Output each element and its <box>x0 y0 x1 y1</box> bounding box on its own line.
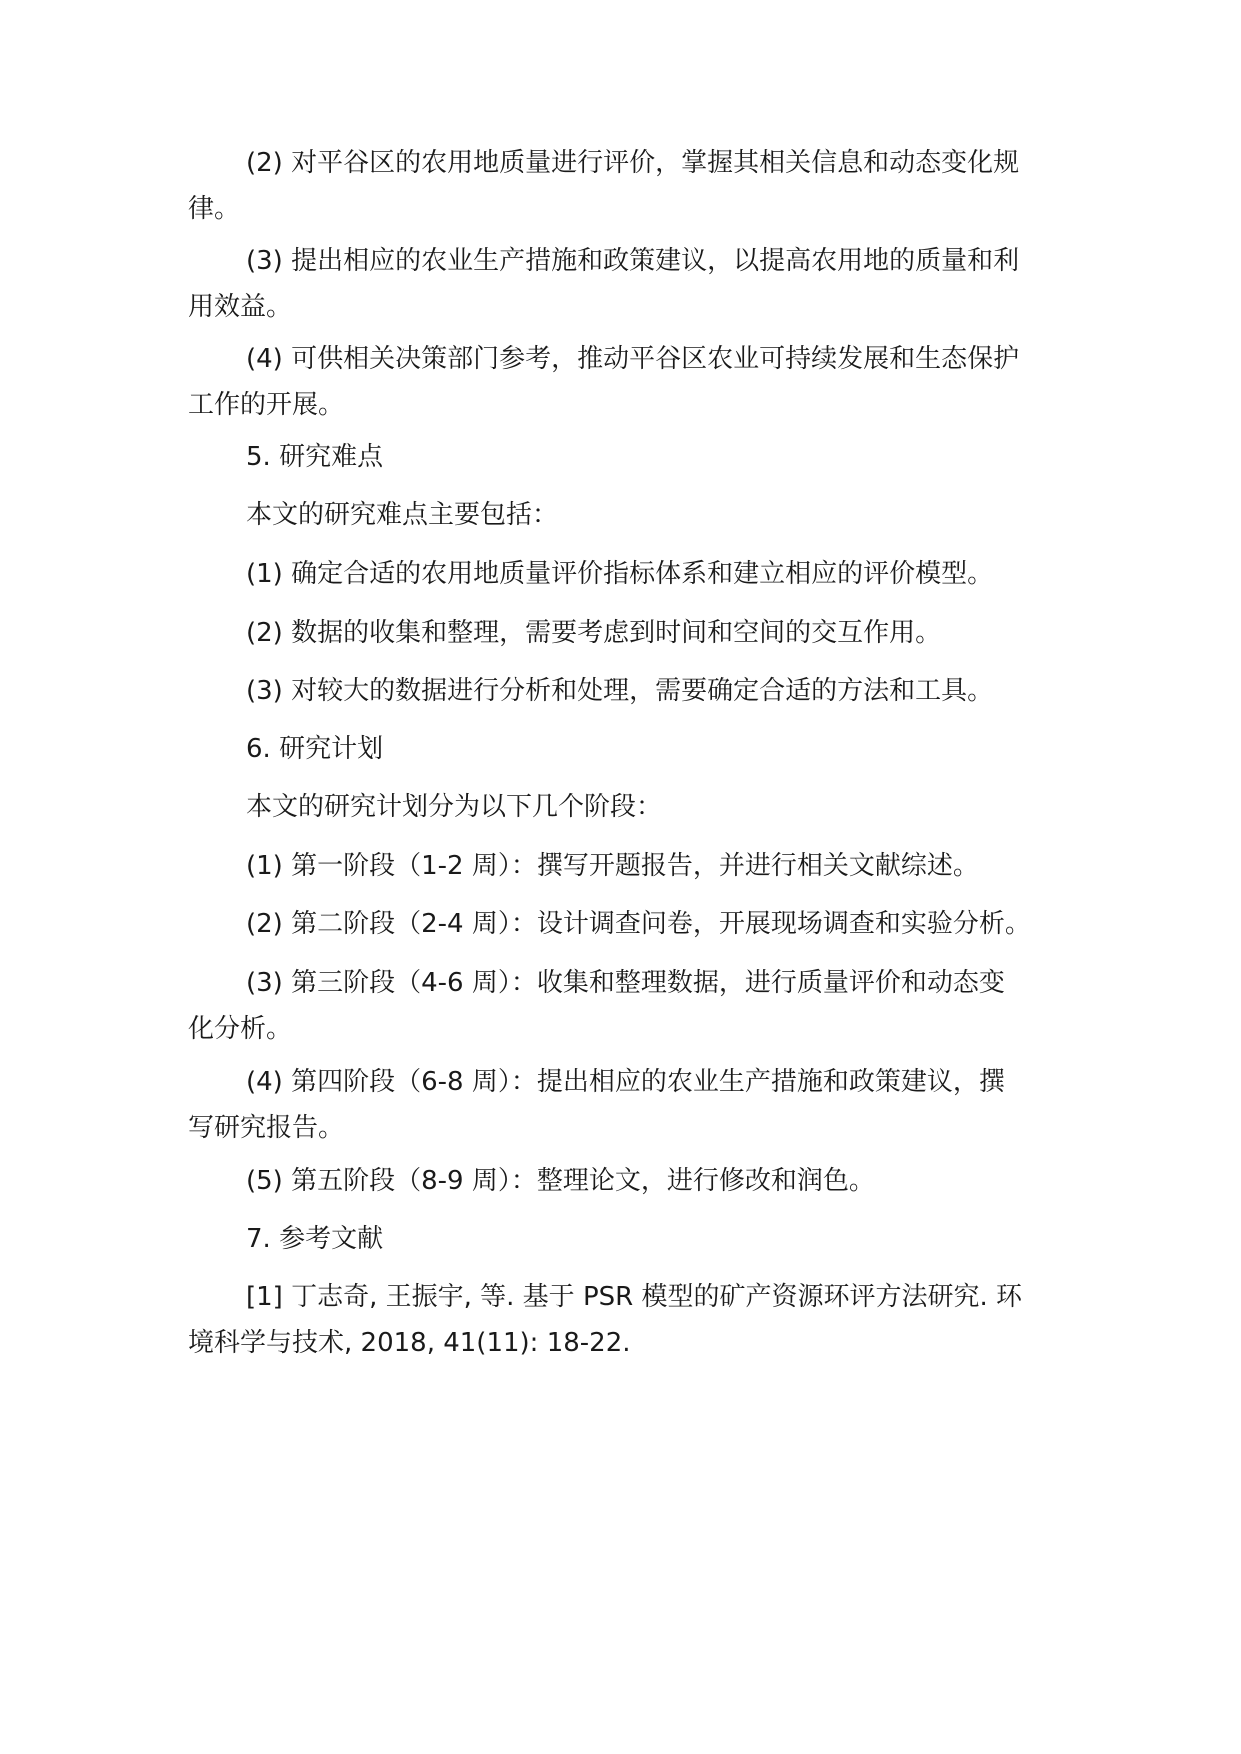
text-line: (1) 确定合适的农用地质量评价指标体系和建立相应的评价模型。 <box>246 559 994 589</box>
paragraph-plan-intro <box>188 784 1068 830</box>
text-line: 本文的研究计划分为以下几个阶段： <box>246 792 663 822</box>
paragraph-difficulty-2 <box>188 610 1068 656</box>
paragraph-plan-stage-4 <box>188 1059 1068 1151</box>
heading-text: 6. 研究计划 <box>246 734 384 764</box>
text-line: (1) 第一阶段（1-2 周）：撰写开题报告，并进行相关文献综述。 <box>246 851 979 881</box>
text-line: [1] 丁志奇, 王振宇, 等. 基于 PSR 模型的矿产资源环评方法研究. 环 <box>246 1282 1022 1312</box>
text-line: 律。 <box>188 194 241 224</box>
section-heading-plan <box>188 726 1068 772</box>
heading-text: 5. 研究难点 <box>246 442 384 472</box>
paragraph-plan-stage-1 <box>188 843 1068 889</box>
paragraph-difficulties-intro <box>188 492 1068 538</box>
text-line: (3) 对较大的数据进行分析和处理，需要确定合适的方法和工具。 <box>246 676 994 706</box>
section-heading-references <box>188 1216 1068 1262</box>
text-line: 境科学与技术, 2018, 41(11): 18-22. <box>188 1328 631 1358</box>
paragraph-objective-3 <box>188 238 1068 330</box>
text-line: (4) 可供相关决策部门参考，推动平谷区农业可持续发展和生态保护 <box>246 344 1020 374</box>
text-line: (5) 第五阶段（8-9 周）：整理论文，进行修改和润色。 <box>246 1166 875 1196</box>
paragraph-difficulty-3 <box>188 668 1068 714</box>
text-line: 本文的研究难点主要包括： <box>246 500 559 530</box>
text-line: (2) 对平谷区的农用地质量进行评价，掌握其相关信息和动态变化规 <box>246 148 1020 178</box>
text-line: (2) 第二阶段（2-4 周）：设计调查问卷，开展现场调查和实验分析。 <box>246 909 1031 939</box>
text-line: 工作的开展。 <box>188 390 345 420</box>
text-line: 写研究报告。 <box>188 1113 345 1143</box>
text-line: 化分析。 <box>188 1014 293 1044</box>
paragraph-objective-2 <box>188 140 1068 232</box>
text-line: (3) 提出相应的农业生产措施和政策建议，以提高农用地的质量和利 <box>246 246 1020 276</box>
section-heading-difficulties <box>188 434 1068 480</box>
paragraph-plan-stage-3 <box>188 960 1068 1052</box>
paragraph-objective-4 <box>188 336 1068 428</box>
heading-text: 7. 参考文献 <box>246 1224 384 1254</box>
text-line: (3) 第三阶段（4-6 周）：收集和整理数据，进行质量评价和动态变 <box>246 968 1005 998</box>
reference-1 <box>188 1274 1068 1366</box>
text-line: (2) 数据的收集和整理，需要考虑到时间和空间的交互作用。 <box>246 618 942 648</box>
paragraph-plan-stage-2 <box>188 901 1068 947</box>
paragraph-plan-stage-5 <box>188 1158 1068 1204</box>
text-line: (4) 第四阶段（6-8 周）：提出相应的农业生产措施和政策建议，撰 <box>246 1067 1005 1097</box>
paragraph-difficulty-1 <box>188 551 1068 597</box>
text-line: 用效益。 <box>188 292 293 322</box>
